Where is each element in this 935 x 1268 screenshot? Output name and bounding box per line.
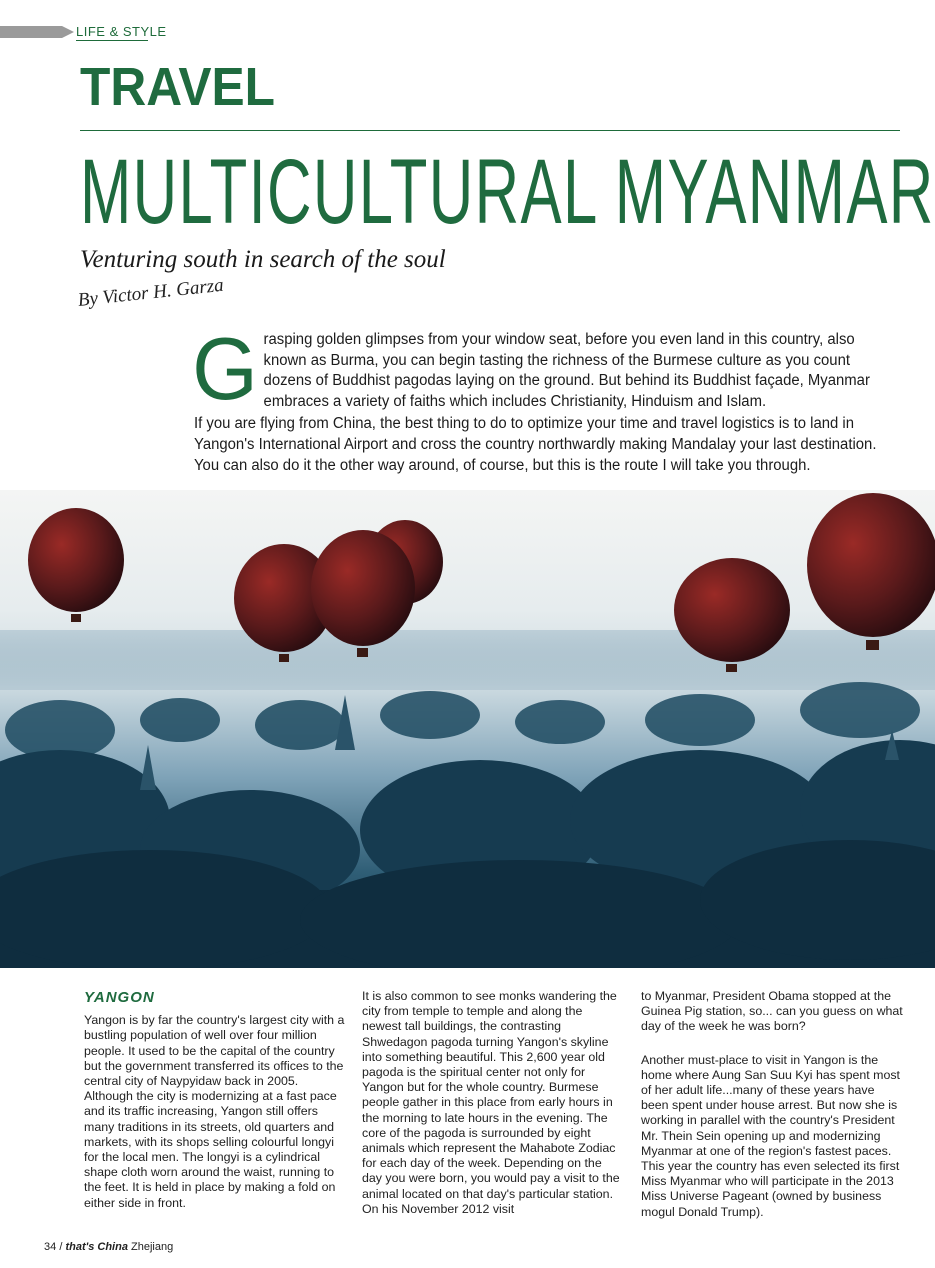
intro-paragraph-1-text: rasping golden glimpses from your window seat, before you even land in this country, also known as Burma, you can begin tasting the richness of the Burmese culture as you count dozens of Buddhist pagodas laying on the ground. But behind its Buddhist façade, Myanmar embraces a variety of faiths which includes Christianity, Hinduism and Islam. [263,331,870,410]
body-text: to Myanmar, President Obama stopped at the Guinea Pig station, so... can you guess on what day of the week he was born? [641,989,903,1034]
section-label: LIFE & STYLE [76,24,167,39]
body-column-1 [84,990,346,1211]
body-text: Yangon is by far the country's largest city with a bustling population of well over four million people. It used to be the capital of the country but the government transferred its offices to the central city of Naypyidaw back in 2005. Although the city is modernizing at a fast pace and its traffic increasing, Yangon still offers many traditions in its streets, old quarters and markets, with its shops selling colourful longyi for the local men. The longyi is a cylindrical shape cloth worn around the waist, running to the feet. It is held in place by making a fold on either side in front. [84,1013,345,1210]
article-subtitle: Venturing south in search of the soul [80,246,446,273]
section-bar-arrow [0,26,62,38]
category-title: TRAVEL [80,57,276,117]
intro-paragraph-2: If you are flying from China, the best thing to do to optimize your time and travel logistics is to land in Yangon's International Airport and cross the country northwardly making Mandalay your last destination. You can also do it the other way around, of course, but this is the route I will take you through. [194,415,877,474]
body-text: Another must-place to visit in Yangon is the home where Aung San Suu Kyi has spent most of her adult life...many of these years have been spent under house arrest. But now she is working in parallel with the country's President Mr. Thein Sein opening up and modernizing Myanmar at one of the region's fastest paces. This year the country has even selected its first Miss Myanmar who will participate in the 2013 Miss Universe Pageant (owned by business mogul Donald Trump). [641,1052,900,1219]
author-signature: By Victor H. Garza [76,274,225,311]
intro-block [192,319,878,476]
mist-band [0,630,935,690]
balloons-illustration [0,490,935,968]
body-column-2 [362,989,624,1217]
magazine-brand: that's China [65,1241,128,1253]
section-heading-yangon: YANGON [84,989,155,1006]
header-rule [80,130,900,131]
page-footer [44,1241,173,1253]
intro-paragraph-1 [192,319,878,418]
article-headline: MULTICULTURAL MYANMAR [80,141,935,243]
body-text: It is also common to see monks wandering the city from temple to temple and along the newest tall buildings, the contrasting Shwedagon pagoda turning Yangon's skyline into something beautiful. This 2,600 year old pagoda is the spiritual center not only for Yangon but for the whole country. Burmese people gather in this place from early hours in the morning to late hours in the evening. The core of the pagoda is surrounded by eight animals which represent the Mahabote Zodiac for each day of the week. Depending on the day you were born, you would pay a visit to the animal located on that day's particular station. On his November 2012 visit [362,989,620,1216]
section-label-underline [76,40,148,41]
drop-cap: G [192,319,258,418]
page-number: 34 [44,1241,57,1253]
body-column-3 [641,989,903,1220]
hero-photo-balloons [0,490,935,968]
magazine-edition: Zhejiang [131,1241,174,1253]
footer-separator: / [59,1241,63,1253]
